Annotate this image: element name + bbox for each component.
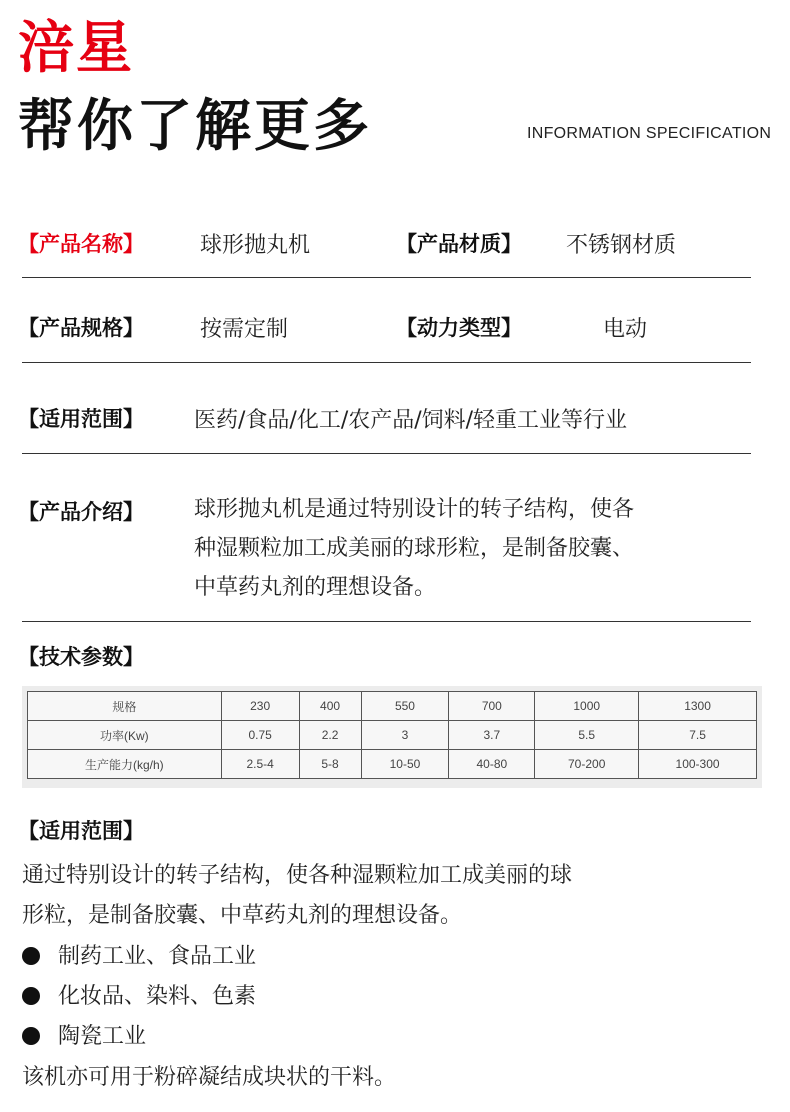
intro-line: 中草药丸剂的理想设备。 bbox=[194, 575, 437, 600]
table-cell: 7.5 bbox=[639, 721, 757, 750]
intro-label: 【产品介绍】 bbox=[18, 500, 144, 524]
table-cell: 3 bbox=[361, 721, 449, 750]
table-cell: 230 bbox=[221, 692, 299, 721]
scope-label: 【适用范围】 bbox=[18, 407, 144, 431]
tech-params-title: 【技术参数】 bbox=[18, 645, 144, 669]
table-cell: 5-8 bbox=[299, 750, 361, 779]
divider bbox=[22, 362, 751, 363]
table-cell: 5.5 bbox=[535, 721, 639, 750]
paragraph-line: 形粒，是制备胶囊、中草药丸剂的理想设备。 bbox=[22, 903, 463, 928]
table-cell: 3.7 bbox=[449, 721, 535, 750]
intro-line: 种湿颗粒加工成美丽的球形粒，是制备胶囊、 bbox=[194, 536, 635, 561]
bullet-item bbox=[22, 977, 256, 1017]
product-spec-value: 按需定制 bbox=[200, 317, 289, 342]
table-cell: 100-300 bbox=[639, 750, 757, 779]
intro-text bbox=[194, 490, 734, 607]
application-paragraph bbox=[22, 856, 762, 936]
paragraph-line: 通过特别设计的转子结构，使各种湿颗粒加工成美丽的球 bbox=[22, 863, 573, 888]
table-cell: 规格 bbox=[28, 692, 222, 721]
table-cell: 2.2 bbox=[299, 721, 361, 750]
product-material-label: 【产品材质】 bbox=[396, 232, 522, 256]
table-cell: 生产能力(kg/h) bbox=[28, 750, 222, 779]
product-name-label: 【产品名称】 bbox=[18, 232, 144, 256]
divider bbox=[22, 621, 751, 622]
table-row bbox=[28, 692, 757, 721]
product-spec-label: 【产品规格】 bbox=[18, 316, 144, 340]
table-cell: 700 bbox=[449, 692, 535, 721]
bullet-dot-icon bbox=[22, 1027, 40, 1045]
table-cell: 2.5-4 bbox=[221, 750, 299, 779]
tech-params-table-frame bbox=[22, 686, 762, 788]
application-title: 【适用范围】 bbox=[18, 819, 144, 843]
table-cell: 1300 bbox=[639, 692, 757, 721]
bullet-text: 陶瓷工业 bbox=[58, 1024, 147, 1049]
table-cell: 0.75 bbox=[221, 721, 299, 750]
bullet-dot-icon bbox=[22, 987, 40, 1005]
table-cell: 70-200 bbox=[535, 750, 639, 779]
table-cell: 10-50 bbox=[361, 750, 449, 779]
table-row bbox=[28, 750, 757, 779]
bullet-dot-icon bbox=[22, 947, 40, 965]
power-type-value: 电动 bbox=[603, 317, 648, 342]
scope-value: 医药/食品/化工/农产品/饲料/轻重工业等行业 bbox=[194, 408, 628, 433]
table-cell: 550 bbox=[361, 692, 449, 721]
table-cell: 功率(Kw) bbox=[28, 721, 222, 750]
bullet-text: 化妆品、染料、色素 bbox=[58, 984, 257, 1009]
table-row bbox=[28, 721, 757, 750]
intro-line: 球形抛丸机是通过特别设计的转子结构，使各 bbox=[194, 497, 635, 522]
page-headline: 帮你了解更多 bbox=[18, 94, 372, 159]
power-type-label: 【动力类型】 bbox=[396, 316, 522, 340]
tech-params-table bbox=[27, 691, 757, 779]
divider bbox=[22, 277, 751, 278]
brand-title: 涪星 bbox=[18, 16, 134, 81]
table-cell: 400 bbox=[299, 692, 361, 721]
table-cell: 1000 bbox=[535, 692, 639, 721]
bullet-item bbox=[22, 937, 256, 977]
divider bbox=[22, 453, 751, 454]
bullet-text: 制药工业、食品工业 bbox=[58, 944, 257, 969]
bullet-item bbox=[22, 1017, 146, 1057]
product-name-value: 球形抛丸机 bbox=[200, 233, 311, 258]
product-material-value: 不锈钢材质 bbox=[566, 233, 677, 258]
application-footer: 该机亦可用于粉碎凝结成块状的干料。 bbox=[22, 1065, 397, 1090]
table-cell: 40-80 bbox=[449, 750, 535, 779]
page-subheading: INFORMATION SPECIFICATION bbox=[527, 125, 772, 142]
